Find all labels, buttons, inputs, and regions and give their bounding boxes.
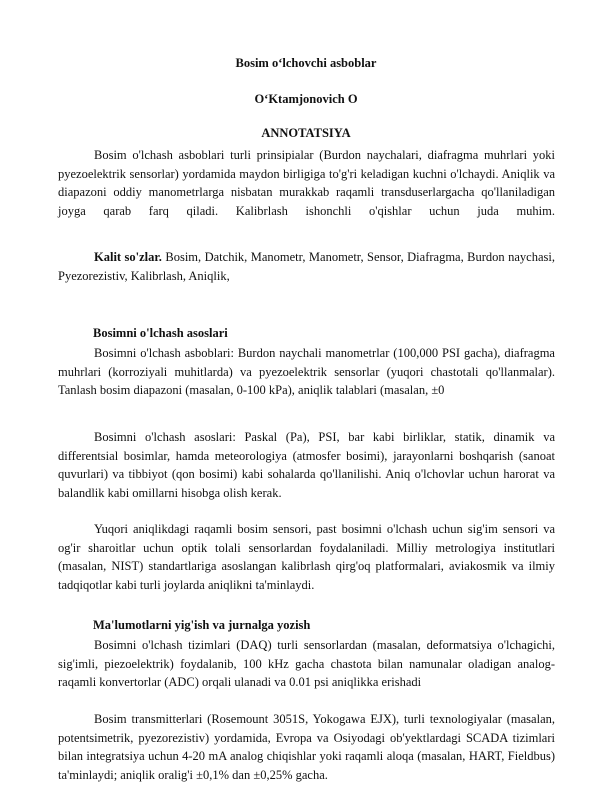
paper-title: Bosim oʻlchovchi asboblar bbox=[235, 56, 377, 70]
section-basics-p1-block bbox=[58, 344, 555, 400]
annotation-paragraph: Bosim o'lchash asboblari turli prinsipialar (Burdon naychalari, diafragma muhrlari yoki pyezoelektrik sensorlar) yordamida maydon birligiga to'g'ri keladigan kuchni o'lchaydi. Aniqlik va diapazoni oddiy manometrlarga nisbatan murakkab raqamli transduserlargacha qo'llaniladigan joyga qarab farq qiladi. Kalibrlash ishonchli o'qishlar uchun juda muhim. bbox=[58, 148, 555, 218]
section-data-paragraph: Bosim transmitterlari (Rosemount 3051S, Yokogawa EJX), turli texnologiyalar (masalan, potentsimetrik, pyezorezistiv) yordamida, Evropa va Osiyodagi ob'yektlardagi SCADA tizimlari bilan integratsiya uchun 4-20 mA analog chiqishlar yoki raqamli aloqa (masalan, HART, Fieldbus) ta'minlaydi; aniqlik oralig'i ±0,1% dan ±0,25% gacha. bbox=[58, 712, 555, 782]
keywords-text: Bosim, Datchik, Manometr, Manometr, Sensor, Diafragma, Burdon naychasi, Pyezorezistiv, Kalibrlash, Aniqlik, bbox=[58, 250, 555, 283]
keywords-block bbox=[58, 248, 555, 285]
section-basics-paragraph: Yuqori aniqlikdagi raqamli bosim sensori, past bosimni o'lchash uchun sig'im sensori va og'ir sharoitlar uchun optik tolali sensorlardan foydalaniladi. Milliy metrologiya institutlari (masalan, NIST) standartlariga asoslangan kalibrlash qirg'oq platformalari, aviakosmik va ilmiy tadqiqotlar kabi turli joylarda aniqlikni ta'minlaydi. bbox=[58, 522, 555, 592]
section-heading-data: Ma'lumotlarni yig'ish va jurnalga yozish bbox=[93, 618, 311, 632]
keywords-paragraph bbox=[58, 248, 555, 285]
annotation-body bbox=[58, 146, 555, 220]
section-data-p1-block bbox=[58, 636, 555, 692]
annotation-heading: ANNOTATSIYA bbox=[261, 126, 351, 140]
section-data-p2-block bbox=[58, 710, 555, 784]
section-heading-basics: Bosimni o'lchash asoslari bbox=[93, 326, 228, 340]
section-basics-paragraph: Bosimni o'lchash asoslari: Paskal (Pa), PSI, bar kabi birliklar, statik, dinamik va differentsial bosimlar, hamda meteorologiya (atmosfer bosimi), jarayonlarni boshqarish (sanoat quvurlari) va tibbiyot (qon bosimi) kabi sohalarda qo'llanilishi. Aniq o'lchovlar uchun harorat va balandlik kabi omillarni hisobga olish kerak. bbox=[58, 430, 555, 500]
section-basics-p3-block bbox=[58, 520, 555, 594]
keywords-label: Kalit so'zlar. bbox=[94, 250, 162, 264]
paper-author: OʻKtamjonovich O bbox=[254, 92, 358, 106]
section-basics-p2-block bbox=[58, 428, 555, 502]
section-basics-paragraph: Bosimni o'lchash asboblari: Burdon naychali manometrlar (100,000 PSI gacha), diafragma muhrlari (korroziyali muhitlarda) va pyezoelektrik sensorlar (yuqori chastotali qo'llanmalar). Tanlash bosim diapazoni (masalan, 0-100 kPa), aniqlik talablari (masalan, ±0 bbox=[58, 346, 555, 397]
section-data-paragraph: Bosimni o'lchash tizimlari (DAQ) turli sensorlardan (masalan, deformatsiya o'lchagichi, sig'imli, piezoelektrik) foydalanib, 100 kHz gacha chastota bilan namunalar oladigan analog-raqamli konvertorlar (ADC) orqali ulanadi va 0.01 psi aniqlikka erishadi bbox=[58, 638, 555, 689]
